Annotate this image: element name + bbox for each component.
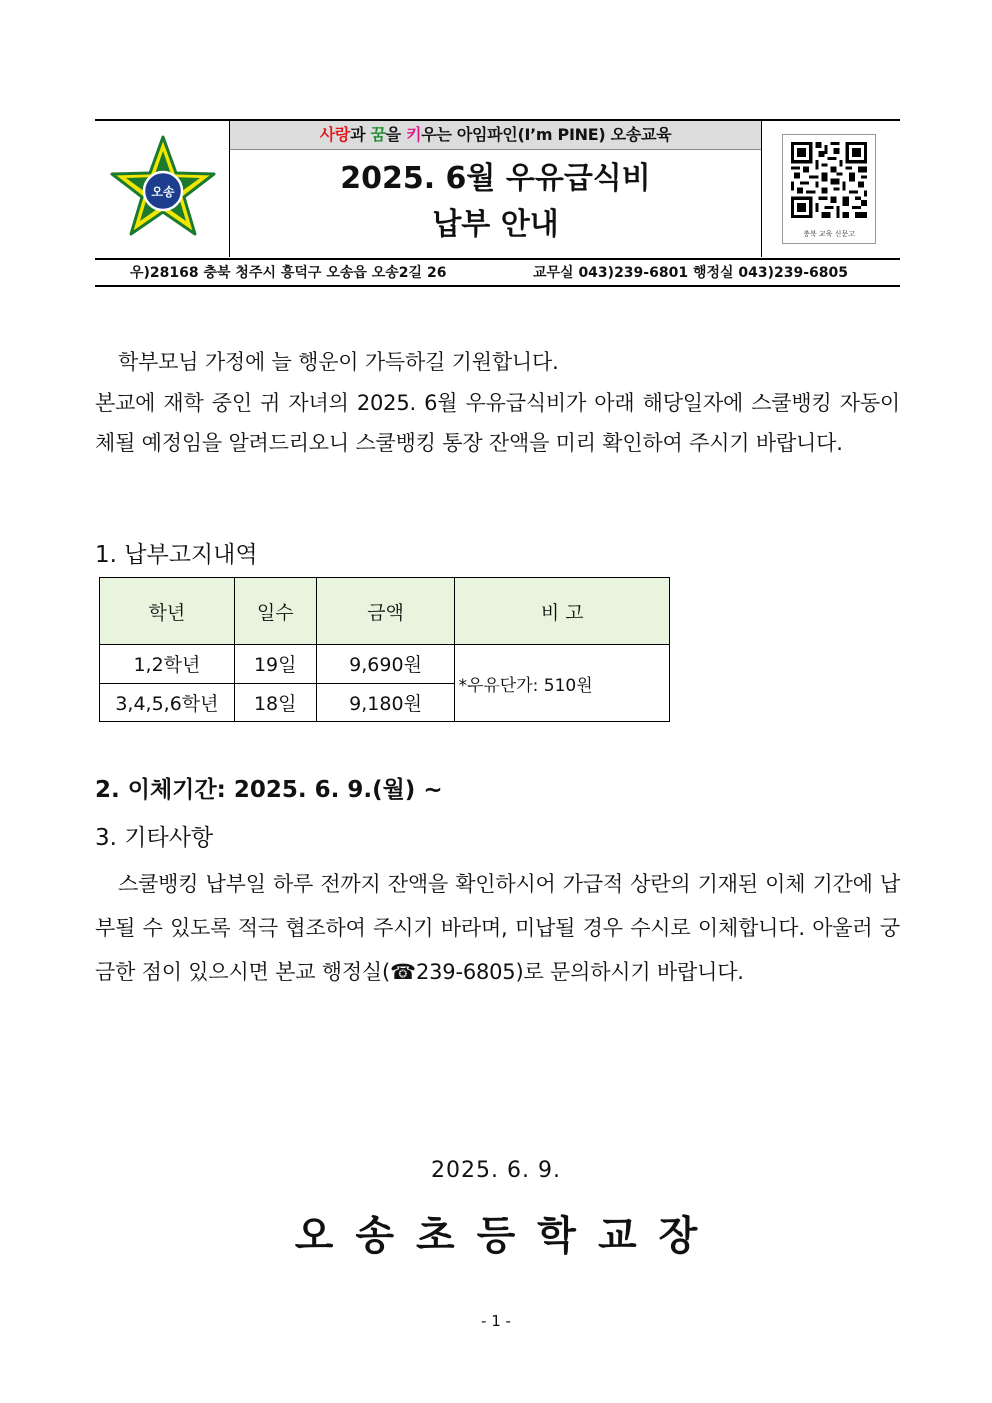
col-days: 일수 <box>234 578 316 645</box>
cell-grade: 1,2학년 <box>100 645 235 684</box>
letterhead <box>95 119 900 287</box>
section-1-heading: 1. 납부고지내역 <box>95 542 258 568</box>
col-amount: 금액 <box>316 578 455 645</box>
section-2-heading: 2. 이체기간: 2025. 6. 9.(월) ~ <box>95 777 443 803</box>
title-cell <box>230 121 762 257</box>
qr-cell <box>762 121 900 257</box>
table-row <box>100 645 670 684</box>
intro-paragraph: 본교에 재학 중인 귀 자녀의 2025. 6월 우유급식비가 아래 해당일자에 스쿨뱅킹 자동이체될 예정임을 알려드리오니 스쿨뱅킹 통장 잔액을 미리 확인하여 주시기 바랍니다. <box>95 391 900 455</box>
other-notes-paragraph: 스쿨뱅킹 납부일 하루 전까지 잔액을 확인하시어 가급적 상란의 기재된 이체 기간에 납부될 수 있도록 적극 협조하여 주시기 바라며, 미납될 경우 수시로 이체합니다. 아울러 궁금한 점이 있으시면 본교 행정실(☎239-6805)로 문의하시기 바랍니다. <box>95 872 900 984</box>
fee-table <box>99 577 670 722</box>
qr-code-icon <box>791 142 867 218</box>
title-line-2: 납부 안내 <box>432 207 559 242</box>
section-3-heading: 3. 기타사항 <box>95 825 214 851</box>
cell-amount: 9,180원 <box>316 683 455 722</box>
school-phones: 교무실 043)239-6801 행정실 043)239-6805 <box>533 265 849 281</box>
slogan <box>230 121 761 150</box>
school-address: 우)28168 충북 청주시 흥덕구 오송읍 오송2길 26 <box>130 265 447 281</box>
slogan-word-grow: 키 <box>406 125 422 144</box>
page-number: - 1 - <box>481 1312 511 1330</box>
issue-date: 2025. 6. 9. <box>431 1158 561 1183</box>
principal-signature: 오송초등학교장 <box>294 1213 720 1259</box>
logo-text: 오송 <box>151 185 175 199</box>
slogan-part: 을 <box>385 125 407 144</box>
col-note: 비 고 <box>455 578 670 645</box>
slogan-word-dream: 꿈 <box>370 125 386 144</box>
cell-note: *우유단가: 510원 <box>455 645 670 722</box>
cell-amount: 9,690원 <box>316 645 455 684</box>
greeting: 학부모님 가정에 늘 행운이 가득하길 기원합니다. <box>118 350 559 374</box>
title-line-1: 2025. 6월 우유급식비 <box>340 161 651 196</box>
address-row <box>95 258 900 287</box>
logo-cell <box>95 121 230 257</box>
page-title <box>230 156 761 248</box>
cell-days: 19일 <box>234 645 316 684</box>
slogan-part: 과 <box>350 125 371 144</box>
slogan-part: 우는 아임파인(I’m PINE) 오송교육 <box>421 125 672 144</box>
cell-days: 18일 <box>234 683 316 722</box>
school-logo <box>107 133 219 245</box>
qr-caption: 충북 교육 신문고 <box>803 230 855 238</box>
slogan-word-love: 사랑 <box>319 125 351 144</box>
cell-grade: 3,4,5,6학년 <box>100 683 235 722</box>
col-grade: 학년 <box>100 578 235 645</box>
qr-code-box[interactable] <box>782 134 876 244</box>
table-header-row <box>100 578 670 645</box>
